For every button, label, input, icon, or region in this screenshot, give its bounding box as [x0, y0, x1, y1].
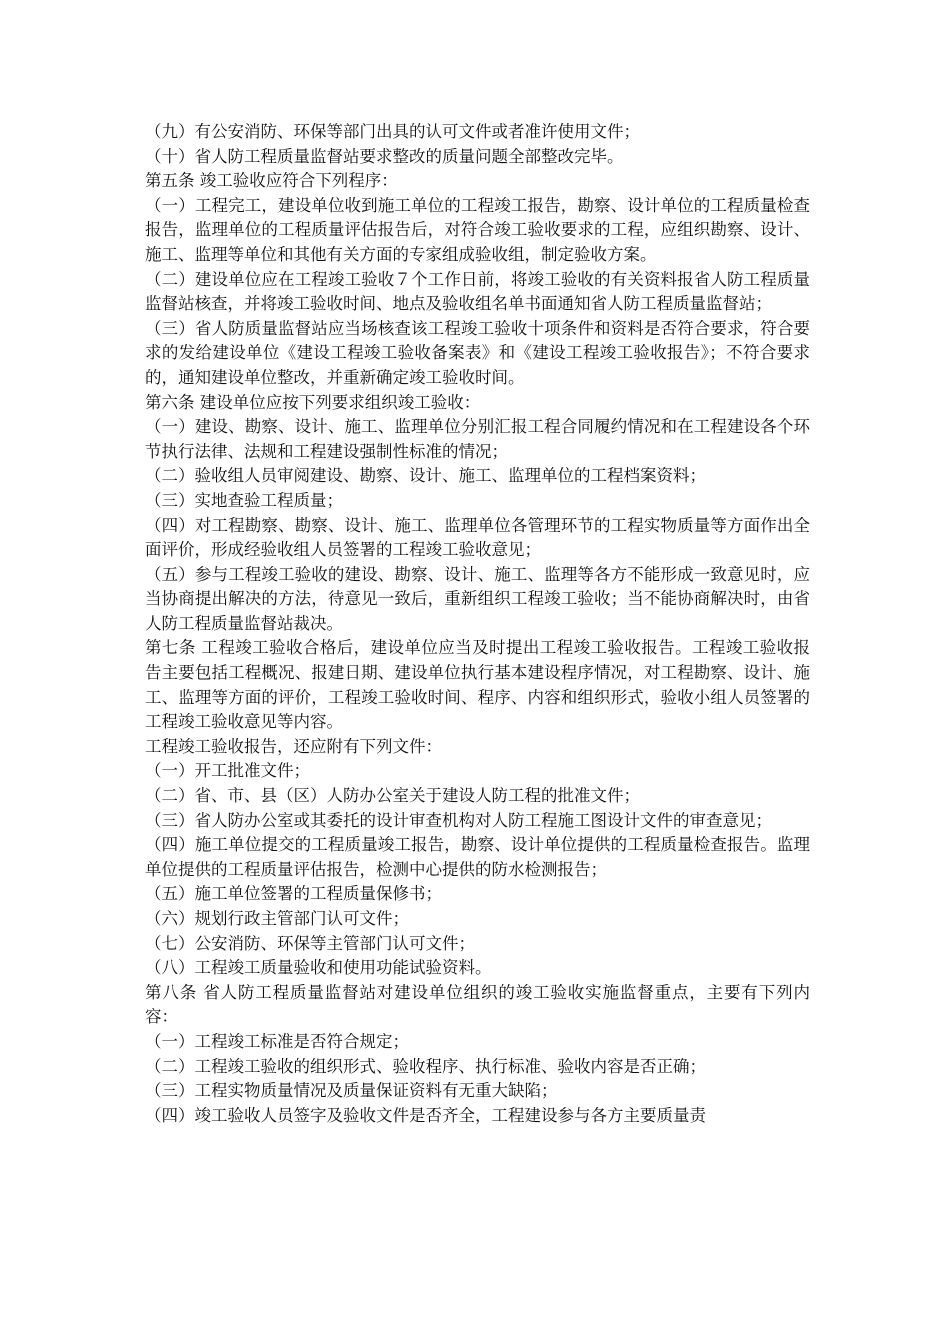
paragraph: （一）工程完工，建设单位收到施工单位的工程竣工报告，勘察、设计单位的工程质量检查报告，监理单位的工程质量评估报告后，对符合竣工验收要求的工程，应组织勘察、设计、施工、监理等单位和其他有关方面的专家组成验收组，制定验收方案。	[145, 195, 810, 264]
paragraph: （十）省人防工程质量监督站要求整改的质量问题全部整改完毕。	[145, 146, 624, 166]
article-heading: 第八条 省人防工程质量监督站对建设单位组织的竣工验收实施监督重点，主要有下列内容：	[145, 982, 810, 1027]
paragraph: （七）公安消防、环保等主管部门认可文件；	[145, 933, 475, 953]
article-heading: 第五条 竣工验收应符合下列程序：	[145, 171, 398, 191]
paragraph: （五）参与工程竣工验收的建设、勘察、设计、施工、监理等各方不能形成一致意见时，应当协商提出解决的方法，待意见一致后，重新组织工程竣工验收；当不能协商解决时，由省人防工程质量监督站裁决。	[145, 564, 810, 633]
paragraph: （四）竣工验收人员签字及验收文件是否齐全，工程建设参与各方主要质量责	[145, 1105, 706, 1125]
paragraph: （九）有公安消防、环保等部门出具的认可文件或者准许使用文件；	[145, 122, 640, 141]
article-heading: 第七条 工程竣工验收合格后，建设单位应当及时提出工程竣工验收报告。工程竣工验收报告主要包括工程概况、报建日期、建设单位执行基本建设程序情况，对工程勘察、设计、施工、监理等方面的评价，工程竣工验收时间、程序、内容和组织形式，验收小组人员签署的工程竣工验收意见等内容。	[145, 638, 810, 732]
paragraph: （一）建设、勘察、设计、施工、监理单位分别汇报工程合同履约情况和在工程建设各个环节执行法律、法规和工程建设强制性标准的情况；	[145, 417, 810, 461]
paragraph: （八）工程竣工质量验收和使用功能试验资料。	[145, 958, 492, 978]
paragraph: 工程竣工验收报告，还应附有下列文件：	[145, 736, 442, 756]
paragraph: （五）施工单位签署的工程质量保修书；	[145, 884, 442, 904]
paragraph: （三）工程实物质量情况及质量保证资料有无重大缺陷；	[145, 1081, 558, 1101]
paragraph: （二）建设单位应在工程竣工验收７个工作日前，将竣工验收的有关资料报省人防工程质量监督站核查，并将竣工验收时间、地点及验收组名单书面通知省人防工程质量监督站；	[145, 269, 810, 314]
paragraph: （六）规划行政主管部门认可文件；	[145, 909, 409, 928]
paragraph: （四）施工单位提交的工程质量竣工报告，勘察、设计单位提供的工程质量检查报告。监理单位提供的工程质量评估报告，检测中心提供的防水检测报告；	[145, 835, 810, 879]
paragraph: （二）工程竣工验收的组织形式、验收程序、执行标准、验收内容是否正确；	[145, 1056, 706, 1076]
paragraph: （一）开工批准文件；	[145, 761, 310, 781]
paragraph: （一）工程竣工标准是否符合规定；	[145, 1031, 409, 1051]
paragraph: （三）实地查验工程质量；	[145, 490, 343, 510]
paragraph: （四）对工程勘察、勘察、设计、施工、监理单位各管理环节的工程实物质量等方面作出全面评价，形成经验收组人员签署的工程竣工验收意见；	[145, 515, 810, 560]
paragraph: （二）省、市、县（区）人防办公室关于建设人防工程的批准文件；	[145, 786, 640, 806]
paragraph: （三）省人防办公室或其委托的设计审查机构对人防工程施工图设计文件的审查意见；	[145, 810, 772, 830]
article-heading: 第六条 建设单位应按下列要求组织竣工验收：	[145, 392, 481, 412]
paragraph: （二）验收组人员审阅建设、勘察、设计、施工、监理单位的工程档案资料；	[145, 466, 706, 486]
paragraph: （三）省人防质量监督站应当场核查该工程竣工验收十项条件和资料是否符合要求，符合要求的发给建设单位《建设工程竣工验收备案表》和《建设工程竣工验收报告》；不符合要求的，通知建设单位整改，并重新确定竣工验收时间。	[145, 318, 810, 387]
document-body	[145, 120, 810, 1128]
